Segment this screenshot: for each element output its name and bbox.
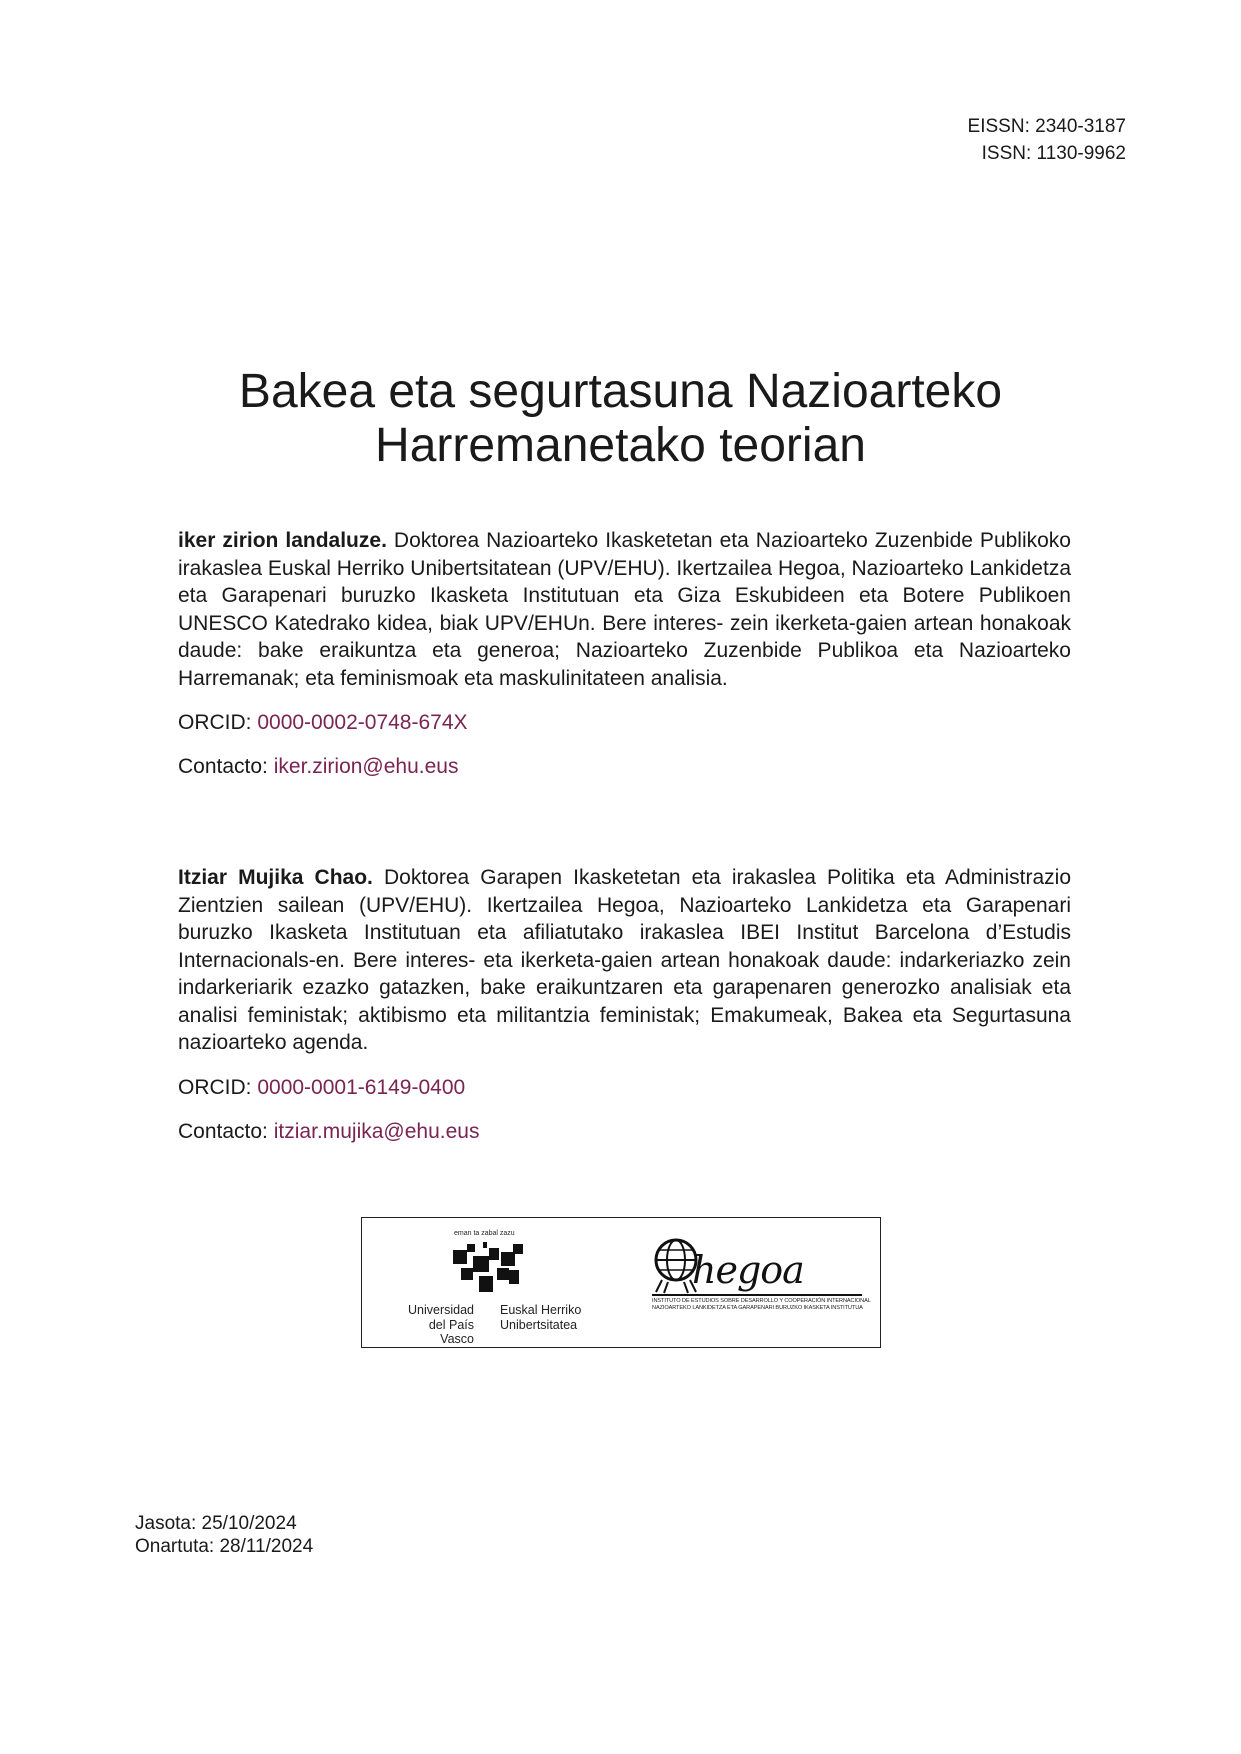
received-date: Jasota: 25/10/2024 [135,1513,297,1534]
ehu-name-eu [500,1303,581,1332]
eissn-text: EISSN: 2340-3187 [967,116,1126,137]
author-1-contact [178,753,1071,780]
orcid-link[interactable]: 0000-0001-6149-0400 [257,1075,466,1099]
orcid-label: ORCID: [178,1075,258,1099]
accepted-date: Onartuta: 28/11/2024 [135,1536,314,1557]
title-line-1: Bakea eta segurtasuna Nazioarteko [238,365,1003,418]
author-bio-2 [178,864,1071,1145]
hegoa-divider [652,1294,862,1296]
author-2-bio: Doktorea Garapen Ikasketetan eta irakaslea Politika eta Administrazio Zientzien sailean (UPV/EHU). Ikertzailea Hegoa, Nazioarteko Lankidetza eta Garapenari buruzko Ikasketa Institutuan eta afiliatutako irakaslea IBEI Institut Barcelona d’Estudis Internacionals-en. Bere interes- eta ikerketa-gaien artean honakoak daude: indarkeriazko zein indarkeriarik ezazko gatazken, bake eraikuntzaren eta garapenaren generozko analisiak eta analisi feministak; aktibismo eta militantzia feministak; Emakumeak, Bakea eta Segurtasuna nazioarteko agenda. [178,866,1071,1054]
contact-label: Contacto: [178,1119,274,1143]
dates-block [135,1512,313,1558]
ehu-tagline: eman ta zabal zazu [454,1230,515,1237]
title-line-2: Harremanetako teorian [375,419,866,472]
orcid-label: ORCID: [178,711,258,734]
issn-text: ISSN: 1130-9962 [981,143,1126,164]
email-link[interactable]: iker.zirion@ehu.eus [273,755,459,778]
article-title [120,365,1121,473]
author-1-bio: Doktorea Nazioarteko Ikasketetan eta Nazioarteko Zuzenbide Publikoko irakaslea Euskal Herriko Unibertsitatean (UPV/EHU). Ikertzailea Hegoa, Nazioarteko Lankidetza eta Garapenari buruzko Ikasketa Institutuan eta Giza Eskubideen eta Botere Publikoen UNESCO Katedrako kidea, biak UPV/EHUn. Bere interes- zein ikerketa-gaien artean honakoak daude: bake eraikuntza eta generoa; Nazioarteko Zuzenbide Publikoa eta Nazioarteko Harremanak; eta feminismoak eta maskulinitateen analisia. [178,529,1071,690]
author-1-name: iker zirion landaluze. [178,529,387,552]
author-2-orcid [178,1074,1071,1101]
orcid-link[interactable]: 0000-0002-0748-674X [257,711,468,734]
ehu-es-line1: Universidad [407,1303,474,1317]
author-bio-1 [178,527,1071,780]
author-2-contact [178,1118,1071,1145]
author-1-orcid [178,709,1071,736]
author-1-paragraph [178,527,1071,692]
hegoa-subtitle [652,1298,871,1312]
author-2-paragraph [178,864,1071,1057]
ehu-name-es [392,1303,474,1347]
hegoa-sub-eu: NAZIOARTEKO LANKIDETZA ETA GARAPENARI BURUZKO IKASKETA INSTITUTUA [652,1305,863,1311]
hegoa-wordmark: hegoa [692,1248,804,1292]
hegoa-sub-es: INSTITUTO DE ESTUDIOS SOBRE DESARROLLO Y COOPERACIÓN INTERNACIONAL [652,1298,871,1304]
author-2-name: Itziar Mujika Chao. [178,866,373,889]
contact-label: Contacto: [178,755,274,778]
issn-block [968,113,1126,167]
ehu-logo-icon [453,1242,525,1298]
institution-logos-box [361,1217,881,1348]
ehu-eu-line1: Euskal Herriko [500,1303,582,1317]
ehu-eu-line2: Unibertsitatea [500,1317,578,1332]
email-link[interactable]: itziar.mujika@ehu.eus [273,1119,480,1143]
ehu-es-line2: del País Vasco [428,1317,474,1346]
